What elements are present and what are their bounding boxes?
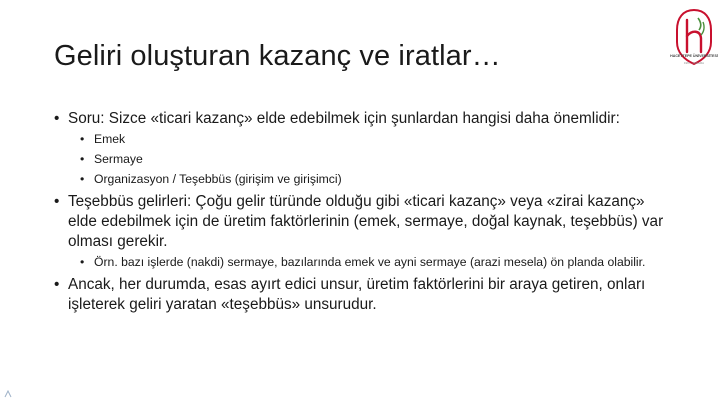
bullet-item	[54, 275, 674, 315]
bullet-item	[54, 109, 674, 187]
bullet-item	[54, 192, 674, 270]
slide-title: Geliri oluşturan kazanç ve iratlar…	[54, 40, 501, 72]
university-logo-icon	[674, 8, 714, 68]
slide-corner-icon	[3, 389, 13, 399]
sub-bullet-list	[80, 255, 674, 270]
bullet-text: Teşebbüs gelirleri: Çoğu gelir türünde olduğu gibi «ticari kazanç» veya «zirai kazanç» elde edebilmek için de üretim faktörlerinin (emek, sermaye, doğal kaynak, teşebbüs) var olması gerekir.	[68, 193, 664, 250]
bullet-list	[54, 109, 674, 319]
university-name: HACETTEPE ÜNİVERSİTESİ	[670, 54, 718, 58]
university-subtitle: 1967 · ANKARA	[683, 61, 705, 65]
sub-bullet-item: • Emek	[80, 132, 674, 147]
sub-bullet-item: • Örn. bazı işlerde (nakdi) sermaye, bazılarında emek ve ayni sermaye (arazi mesela) ön planda olabilir.	[80, 255, 674, 270]
sub-bullet-item: • Sermaye	[80, 152, 674, 167]
sub-bullet-item: • Organizasyon / Teşebbüs (girişim ve girişimci)	[80, 172, 674, 187]
bullet-text: Ancak, her durumda, esas ayırt edici unsur, üretim faktörlerini bir araya getiren, onları işleterek geliri yaratan «teşebbüs» unsurudur.	[68, 276, 646, 313]
sub-bullet-list	[80, 132, 674, 187]
bullet-text: Soru: Sizce «ticari kazanç» elde edebilmek için şunlardan hangisi daha önemlidir:	[68, 110, 620, 127]
